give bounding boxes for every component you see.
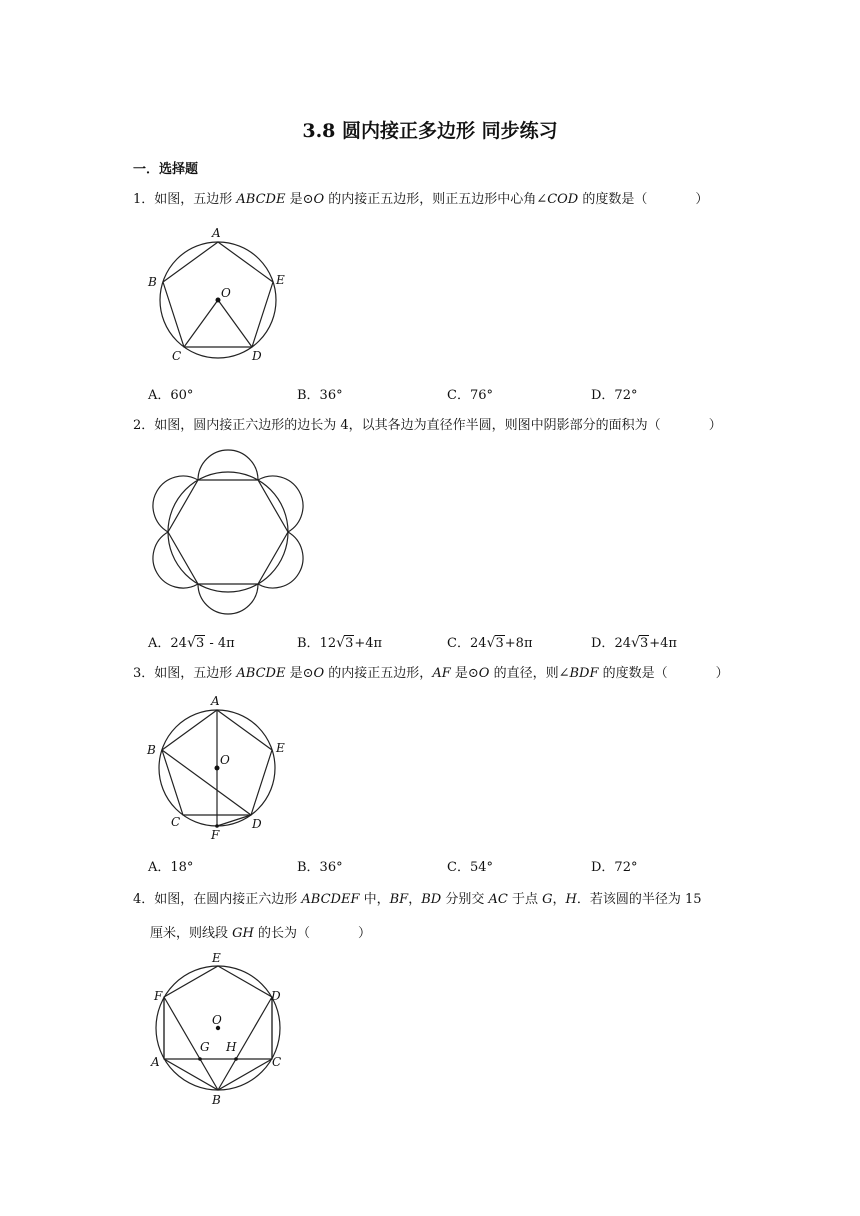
label-B: B bbox=[212, 1093, 221, 1107]
label-F: F bbox=[211, 828, 220, 842]
option-d[interactable]: D．72° bbox=[591, 388, 638, 403]
label-G: G bbox=[200, 1040, 210, 1054]
label-B: B bbox=[148, 275, 157, 289]
label-B: B bbox=[147, 743, 156, 757]
label-A: A bbox=[212, 226, 221, 240]
label-C: C bbox=[172, 349, 182, 363]
label-E: E bbox=[276, 273, 285, 287]
page-title: 3.8 圆内接正多边形 同步练习 bbox=[302, 120, 558, 142]
question-number: 2． bbox=[133, 418, 155, 433]
label-O: O bbox=[212, 1013, 222, 1027]
question-number: 1． bbox=[133, 192, 155, 207]
label-D: D bbox=[252, 817, 262, 831]
question-3-stem: 3．如图，五边形 ABCDE 是⊙O 的内接正五边形，AF 是⊙O 的直径，则∠BDF 的度数是（ ） bbox=[133, 666, 729, 681]
option-a[interactable]: A．18° bbox=[148, 860, 194, 875]
label-O: O bbox=[220, 753, 230, 767]
label-C: C bbox=[171, 815, 181, 829]
question-number: 4． bbox=[133, 892, 155, 907]
label-E: E bbox=[276, 741, 285, 755]
question-1-stem: 1．如图，五边形 ABCDE 是⊙O 的内接正五边形，则正五边形中心角∠COD 的度数是（ ） bbox=[133, 192, 709, 207]
question-number: 3． bbox=[133, 666, 155, 681]
label-C: C bbox=[272, 1055, 282, 1069]
option-a[interactable]: A．24 √ 3 - 4π bbox=[148, 635, 235, 651]
label-F: F bbox=[154, 989, 163, 1003]
option-d[interactable]: D．24 √ 3+4π bbox=[591, 635, 677, 651]
figure-q4-hexagon bbox=[146, 950, 296, 1108]
label-D: D bbox=[271, 989, 281, 1003]
label-A: A bbox=[211, 694, 220, 708]
question-4-stem-line1: 4．如图，在圆内接正六边形 ABCDEF 中，BF，BD 分别交 AC 于点 G，H．若该圆的半径为 15 bbox=[133, 892, 702, 907]
option-c[interactable]: C．24 √ 3+8π bbox=[447, 635, 533, 651]
option-c[interactable]: C．54° bbox=[447, 860, 493, 875]
label-A: A bbox=[151, 1055, 160, 1069]
figure-q3-pentagon-diameter bbox=[140, 692, 300, 842]
section-heading: 一．选择题 bbox=[133, 162, 199, 177]
figure-q2-hexagon-semicircles bbox=[148, 448, 308, 616]
figure-q1-pentagon bbox=[140, 222, 300, 370]
label-E: E bbox=[212, 951, 221, 965]
question-4-stem-line2: 厘米，则线段 GH 的长为（ ） bbox=[150, 926, 372, 941]
option-c[interactable]: C．76° bbox=[447, 388, 493, 403]
label-H: H bbox=[226, 1040, 237, 1054]
option-a[interactable]: A．60° bbox=[148, 388, 194, 403]
option-b[interactable]: B．36° bbox=[297, 388, 343, 403]
question-2-stem: 2．如图，圆内接正六边形的边长为 4，以其各边为直径作半圆，则图中阴影部分的面积为（ ） bbox=[133, 418, 722, 433]
option-b[interactable]: B．12 √ 3+4π bbox=[297, 635, 383, 651]
option-d[interactable]: D．72° bbox=[591, 860, 638, 875]
option-b[interactable]: B．36° bbox=[297, 860, 343, 875]
label-O: O bbox=[221, 286, 231, 300]
label-D: D bbox=[252, 349, 262, 363]
